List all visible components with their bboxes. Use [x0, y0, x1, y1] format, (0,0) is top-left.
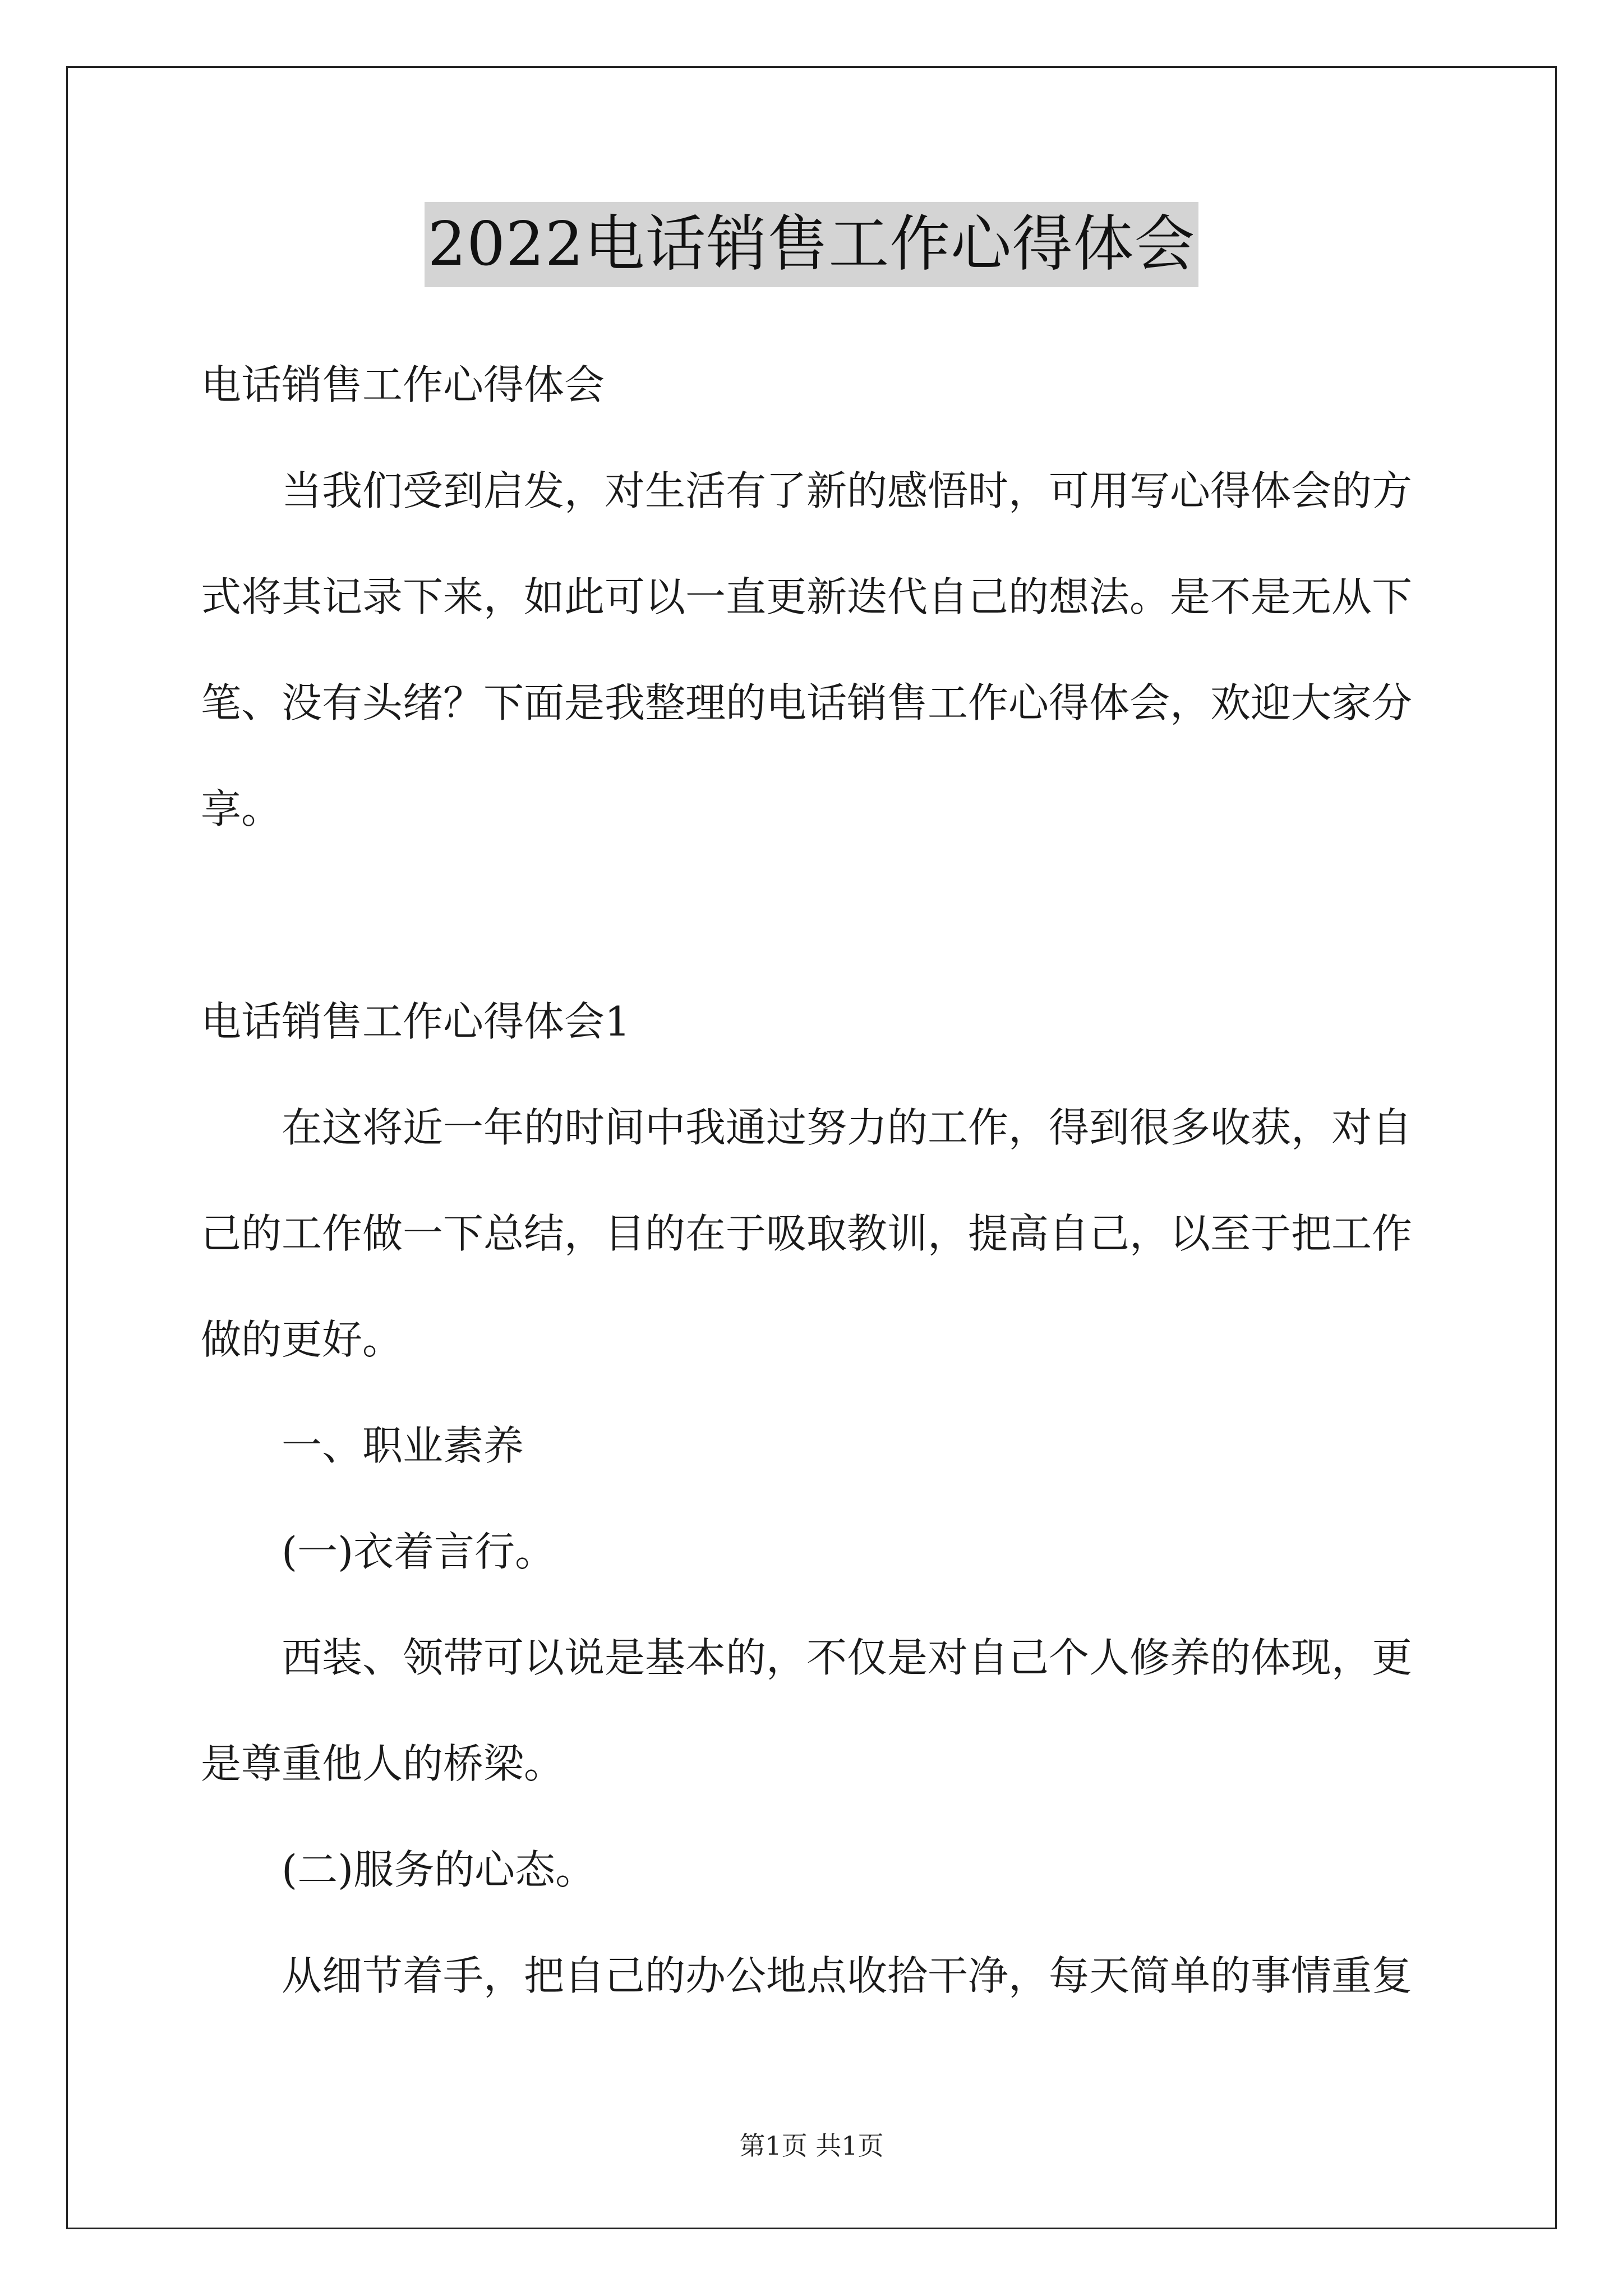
page-footer: 第1页 共1页	[739, 2131, 884, 2161]
paragraph-line: 当我们受到启发，对生活有了新的感悟时，可用写心得体会的方	[282, 467, 1413, 514]
paragraph-line: 是尊重他人的桥梁。	[201, 1740, 565, 1787]
subheading-line: (二)服务的心态。	[282, 1846, 596, 1893]
paragraph-line: 式将其记录下来，如此可以一直更新迭代自己的想法。是不是无从下	[201, 573, 1413, 620]
document-title: 2022电话销售工作心得体会	[425, 202, 1199, 287]
paragraph-line: 享。	[201, 785, 282, 832]
subheading-line: 一、职业素养	[282, 1422, 524, 1469]
paragraph-line: 在这将近一年的时间中我通过努力的工作，得到很多收获，对自	[282, 1104, 1413, 1151]
paragraph-line: 己的工作做一下总结，目的在于吸取教训，提高自己，以至于把工作	[201, 1210, 1413, 1257]
subtitle-line: 电话销售工作心得体会	[201, 361, 605, 408]
paragraph-line: 做的更好。	[201, 1316, 403, 1363]
paragraph-line: 西装、领带可以说是基本的，不仅是对自己个人修养的体现，更	[282, 1634, 1413, 1681]
title-container	[0, 202, 1623, 287]
paragraph-line: 笔、没有头绪？下面是我整理的电话销售工作心得体会，欢迎大家分	[201, 679, 1413, 726]
section-heading: 电话销售工作心得体会1	[201, 998, 630, 1045]
subheading-line: (一)衣着言行。	[282, 1528, 556, 1575]
paragraph-line: 从细节着手，把自己的办公地点收拾干净，每天简单的事情重复	[282, 1952, 1413, 1999]
